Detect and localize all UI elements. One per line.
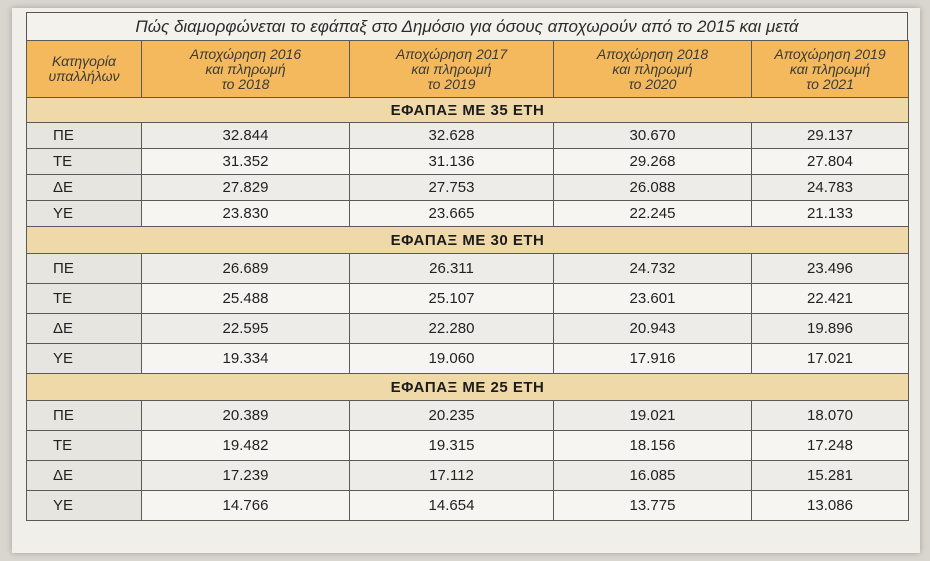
value-cell: 30.670 [554, 123, 752, 149]
value-cell: 25.107 [350, 284, 554, 314]
value-cell: 23.665 [350, 201, 554, 227]
table-row [27, 344, 909, 374]
value-cell: 20.389 [142, 401, 350, 431]
category-cell: ΔΕ [27, 461, 142, 491]
value-cell: 29.137 [752, 123, 909, 149]
value-cell: 24.732 [554, 254, 752, 284]
value-cell: 32.628 [350, 123, 554, 149]
value-cell: 22.280 [350, 314, 554, 344]
value-cell: 17.239 [142, 461, 350, 491]
value-cell: 26.311 [350, 254, 554, 284]
section-header-30-years: ΕΦΑΠΑΞ ΜΕ 30 ΕΤΗ [27, 227, 909, 254]
value-cell: 26.689 [142, 254, 350, 284]
value-cell: 18.156 [554, 431, 752, 461]
table-row [27, 491, 909, 521]
value-cell: 29.268 [554, 149, 752, 175]
value-cell: 31.136 [350, 149, 554, 175]
value-cell: 16.085 [554, 461, 752, 491]
category-cell: ΔΕ [27, 314, 142, 344]
value-cell: 27.829 [142, 175, 350, 201]
category-cell: ΤΕ [27, 284, 142, 314]
value-cell: 23.601 [554, 284, 752, 314]
value-cell: 27.804 [752, 149, 909, 175]
value-cell: 19.315 [350, 431, 554, 461]
value-cell: 23.830 [142, 201, 350, 227]
table-row [27, 461, 909, 491]
category-cell: ΠΕ [27, 401, 142, 431]
value-cell: 27.753 [350, 175, 554, 201]
value-cell: 22.245 [554, 201, 752, 227]
value-cell: 26.088 [554, 175, 752, 201]
header-col-2019: Αποχώρηση 2019 και πληρωμή το 2021 [752, 41, 909, 98]
header-col-2017: Αποχώρηση 2017 και πληρωμή το 2019 [350, 41, 554, 98]
value-cell: 13.775 [554, 491, 752, 521]
value-cell: 19.060 [350, 344, 554, 374]
table-row [27, 401, 909, 431]
category-cell: ΠΕ [27, 254, 142, 284]
table-row [27, 314, 909, 344]
value-cell: 25.488 [142, 284, 350, 314]
table-row [27, 149, 909, 175]
value-cell: 19.021 [554, 401, 752, 431]
table-row [27, 431, 909, 461]
value-cell: 20.943 [554, 314, 752, 344]
value-cell: 17.112 [350, 461, 554, 491]
value-cell: 22.421 [752, 284, 909, 314]
value-cell: 15.281 [752, 461, 909, 491]
header-col-2018: Αποχώρηση 2018 και πληρωμή το 2020 [554, 41, 752, 98]
value-cell: 19.482 [142, 431, 350, 461]
value-cell: 21.133 [752, 201, 909, 227]
category-cell: ΥΕ [27, 201, 142, 227]
section-header-25-years: ΕΦΑΠΑΞ ΜΕ 25 ΕΤΗ [27, 374, 909, 401]
value-cell: 13.086 [752, 491, 909, 521]
lump-sum-table [26, 40, 909, 521]
table-row [27, 254, 909, 284]
header-row [27, 41, 909, 98]
category-cell: ΥΕ [27, 344, 142, 374]
value-cell: 31.352 [142, 149, 350, 175]
value-cell: 17.021 [752, 344, 909, 374]
section-header-35-years: ΕΦΑΠΑΞ ΜΕ 35 ΕΤΗ [27, 98, 909, 123]
value-cell: 17.248 [752, 431, 909, 461]
value-cell: 17.916 [554, 344, 752, 374]
table-row [27, 201, 909, 227]
category-cell: ΥΕ [27, 491, 142, 521]
value-cell: 14.766 [142, 491, 350, 521]
value-cell: 19.334 [142, 344, 350, 374]
value-cell: 23.496 [752, 254, 909, 284]
header-category: Κατηγορία υπαλλήλων [27, 41, 142, 98]
category-cell: ΤΕ [27, 431, 142, 461]
category-cell: ΔΕ [27, 175, 142, 201]
value-cell: 18.070 [752, 401, 909, 431]
value-cell: 22.595 [142, 314, 350, 344]
value-cell: 20.235 [350, 401, 554, 431]
newspaper-clipping [12, 8, 920, 553]
category-cell: ΠΕ [27, 123, 142, 149]
header-col-2016: Αποχώρηση 2016 και πληρωμή το 2018 [142, 41, 350, 98]
value-cell: 32.844 [142, 123, 350, 149]
table-row [27, 284, 909, 314]
value-cell: 14.654 [350, 491, 554, 521]
table-row [27, 175, 909, 201]
value-cell: 24.783 [752, 175, 909, 201]
value-cell: 19.896 [752, 314, 909, 344]
table-row [27, 123, 909, 149]
category-cell: ΤΕ [27, 149, 142, 175]
table-title: Πώς διαμορφώνεται το εφάπαξ στο Δημόσιο για όσους αποχωρούν από το 2015 και μετά [26, 12, 908, 41]
